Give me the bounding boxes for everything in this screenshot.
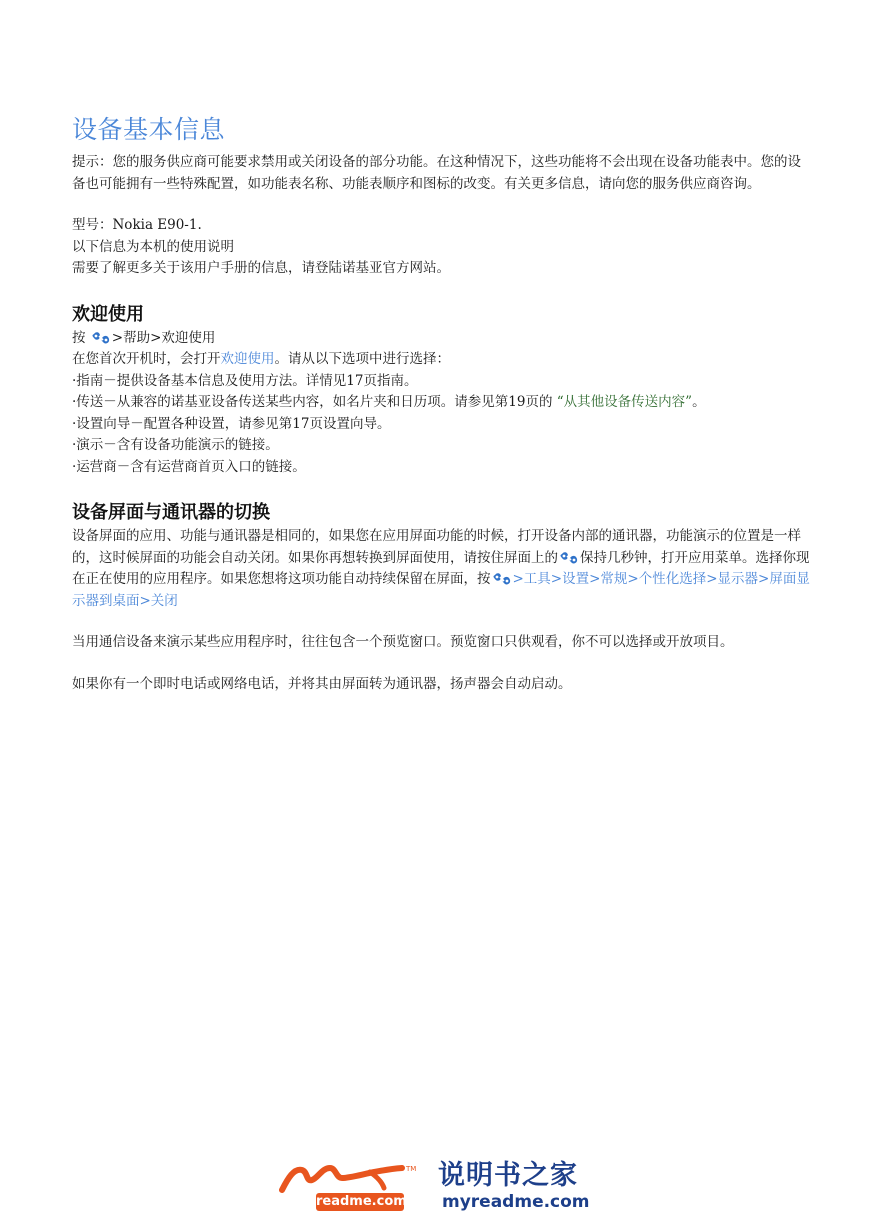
footer-logo [278,1160,588,1218]
notice-paragraph: 提示：您的服务供应商可能要求禁用或关闭设备的部分功能。在这种情况下，这些功能将不会出现在设备功能表中。您的设备也可能拥有一些特殊配置，如功能表名称、功能表顺序和图标的改变。有关更多信息，请向您的服务供应商咨询。 [72,154,801,192]
list-item-demo: ·演示－含有设备功能演示的链接。 [72,437,279,453]
list-item-transfer [72,392,812,414]
section-title-switching: 设备屏面与通讯器的切换 [72,502,270,523]
intro-text-end: 。请从以下选项中进行选择： [274,351,450,367]
switching-paragraph-3: 如果你有一个即时电话或网络电话，并将其由屏面转为通讯器，扬声器会自动启动。 [72,675,572,692]
list-item-guide: ·指南－提供设备基本信息及使用方法。详情见17页指南。 [72,372,418,389]
welcome-intro [72,349,812,371]
switching-paragraph-2: 当用通信设备来演示某些应用程序时，往往包含一个预览窗口。预览窗口只供观看，你不可以选择或开放项目。 [72,634,734,650]
info-line: 以下信息为本机的使用说明 [72,238,234,255]
menu-key-icon [492,572,512,586]
path-suffix: >帮助>欢迎使用 [111,329,216,346]
intro-text: 在您首次开机时，会打开 [72,351,221,367]
my-script-icon [278,1160,418,1194]
switching-text-b: 保持几秒钟，打开应用菜单。选择你现在正在使用的应用程序。如果您想将这项功能自动持续保留在屏面，按 [72,549,810,587]
readme-badge: readme.com [316,1194,407,1209]
path-prefix: 按 [72,329,90,346]
menu-key-icon [559,551,579,565]
myreadme-logo-mark [278,1160,418,1218]
transfer-crossref-link[interactable]: “从其他设备传送内容” [556,394,693,410]
website-line: 需要了解更多关于该用户手册的信息，请登陆诺基亚官方网站。 [72,260,450,276]
menu-key-icon [91,331,111,345]
transfer-text: ·传送－从兼容的诺基亚设备传送某些内容，如名片夹和日历项。请参见第19页的 [72,394,557,410]
trademark-label: TM [406,1165,417,1173]
welcome-link[interactable]: 欢迎使用 [220,351,275,367]
welcome-path [72,328,812,350]
switching-paragraph-1 [72,526,812,612]
section-title-welcome: 欢迎使用 [72,303,144,325]
settings-path-link[interactable]: >工具>设置>常规>个性化选择>显示器>屏面显示器到桌面>关闭 [72,571,810,609]
model-line: 型号：Nokia E90-1. [72,217,202,233]
logo-url: myreadme.com [442,1192,590,1212]
list-item-setup-wizard: ·设置向导－配置各种设置，请参见第17页设置向导。 [72,415,391,432]
document-page [72,112,812,695]
list-item-operator: ·运营商－含有运营商首页入口的链接。 [72,458,306,475]
switching-text-a: 设备屏面的应用、功能与通讯器是相同的，如果您在应用屏面功能的时候，打开设备内部的通讯器，功能演示的位置是一样的，这时候屏面的功能会自动关闭。如果你再想转换到屏面使用，请按住屏面上的 [72,528,801,566]
shuomingshu-logo [438,1160,588,1218]
logo-chinese-name: 说明书之家 [438,1160,578,1191]
section-title-device-info: 设备基本信息 [72,115,226,144]
welcome-options-list [72,371,812,479]
transfer-text-end: 。 [692,394,706,410]
